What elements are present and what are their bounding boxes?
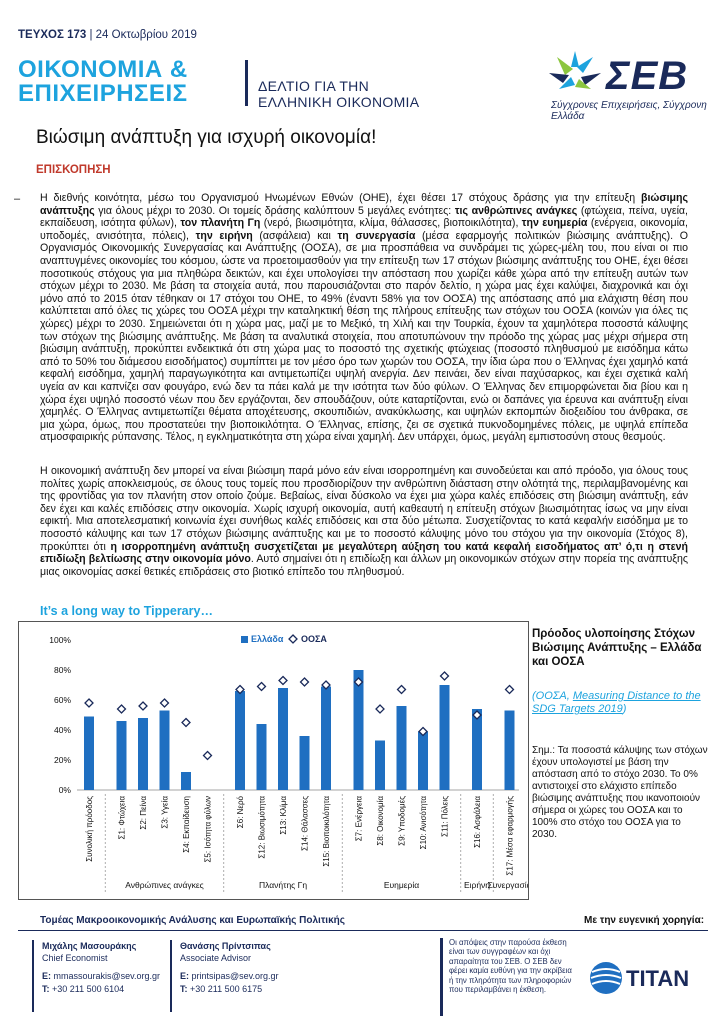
bar-greece bbox=[472, 709, 482, 790]
x-tick-label: Σ14: Θάλασσες bbox=[300, 796, 310, 851]
y-tick-label: 40% bbox=[53, 725, 71, 735]
footer-unit: Τομέας Μακροοικονομικής Ανάλυσης και Ευρωπαϊκής Πολιτικής bbox=[40, 915, 345, 926]
section-heading: ΕΠΙΣΚΟΠΗΣΗ bbox=[36, 164, 111, 176]
titan-globe-icon bbox=[590, 962, 622, 994]
marker-oecd bbox=[85, 699, 93, 707]
bar-greece bbox=[354, 670, 364, 790]
bar-greece bbox=[235, 691, 245, 790]
newsletter-subtitle bbox=[258, 78, 419, 110]
bar-greece bbox=[397, 706, 407, 790]
footer-divider bbox=[18, 930, 708, 931]
group-label: Συνεργασία bbox=[487, 880, 528, 890]
subtitle-line1: ΔΕΛΤΙΟ ΓΙΑ ΤΗΝ bbox=[258, 78, 369, 94]
marker-oecd bbox=[441, 672, 449, 680]
legend-label-greece: Ελλάδα bbox=[251, 634, 284, 644]
sponsor-heading: Με την ευγενική χορηγία: bbox=[584, 915, 705, 926]
contact-card bbox=[32, 940, 177, 1012]
bar-greece bbox=[321, 687, 331, 791]
paragraph-1: Η διεθνής κοινότητα, μέσω του Οργανισμού Ηνωμένων Εθνών (ΟΗΕ), έχει θέσει 17 στόχους δράσης για την επίτευξη βιώσιμης ανάπτυξης για όλους μέχρι το 2030. Οι τομείς δράσης καλύπτουν 5 μεγάλες ενότητες: τις ανθρώπινες ανάγκες (φτώχεια, πείνα, υγεία, εκπαίδευση, ισότητα φύλων), τον πλανήτη Γη (νερό, βιωσιμότητα, κλίμα, θάλασσες, βιοποικιλότητα), την ευημερία (ενέργεια, οικονομία, υποδομές, ανισότητα, πόλεις), την ειρήνη (ασφάλεια) και τη συνεργασία (μέσα εφαρμογής πολιτικών βιώσιμης ανάπτυξης). Ο Οργανισμός Οικονομικής Συνεργασίας και Ανάπτυξης (ΟΟΣΑ), σε μια προσπάθεια να συνδράμει τις χώρες-μέλη του, που είναι οι πιο αναπτυγμένες οικονομίες του κόσμου, ώστε να προετοιμασθούν για την επίτευξη των 17 στόχων βιώσιμης ανάπτυξης του ΟΗΕ, έχει θέσει ποσοτικούς στόχους για μια πληθώρα δεικτών, και έχει υπολογίσει την απόσταση που χωρίζει κάθε χώρα από την επίτευξη αυτών των στόχων μέχρι το 2030. Με βάση τα στοιχεία αυτά, που παρουσιάζονται στο παρόν δελτίο, η χώρα μας έχει καλύψει, διαχρονικά και όχι μόνο από το 2015 όταν τέθηκαν οι 17 στόχοι του ΟΗΕ, το 49% (έναντι 58% για τον ΟΟΣΑ) της απόστασης από μια ελάχιστη θέση που καλύπτεται από όλες τις χώρες του ΟΟΣΑ μέχρι την καταληκτική θέση της πλήρους επίτευξης των στόχων του ΟΟΣΑ (κοινών για όλες τις χώρες) μέχρι το 2030. Σημειώνεται ότι η χώρα μας, μαζί με το Μεξικό, τη Χιλή και την Τουρκία, έχουν τα χαμηλότερα ποσοστά κάλυψης των στόχων της βιώσιμης ανάπτυξης. Με βάση τα αναλυτικά στοιχεία, που αποτυπώνουν την πρόοδο της χώρας μας μέχρι σήμερα στη βιώσιμη ανάπτυξη, προκύπτει ενδεικτικά ότι στη χώρα μας το ποσοστό της σχετικής φτώχειας (ποσοστό πληθυσμού με εισόδημα κάτω από το 50% του διάμεσου εισοδήματος) συμπίπτει με τον μέσο όρο των χωρών του ΟΟΣΑ, την ίδια ώρα που ο Έλληνας έχει χαμηλό κατά κεφαλή εισόδημα, χαμηλή παραγωγικότητα και αντιμετωπίζει υψηλή ανεργία. Δεν πεινάει, δεν είναι παχύσαρκος, και έχει σχετικά καλή υγεία αν και καπνίζει σαν φουγάρο, ενώ δεν τα πάει καλά με την ισότητα των δύο φύλων. Ο Έλληνας δεν επιμορφώνεται δια βίου και η χώρα έχει υψηλό ποσοστό νέων που δεν εργάζονται, δεν σπουδάζουν, ούτε καταρτίζονται, ενώ οι δαπάνες για έρευνα και ανάπτυξη είναι χαμηλές. Ο Έλληνας αντιμετωπίζει θέματα αποχέτευσης, σκουπιδιών, ανακύκλωσης, και υψηλών εκπομπών διοξειδίου του άνθρακα, σε μια χώρα, όμως, που προστατεύει την βιοποικιλότητα. Ο Έλληνας, επίσης, ζει σε σχετικά πυκνοδομημένες πόλεις, με υψηλά επίπεδα ατμοσφαιρικής ρύπανσης. Τέλος, η εγκληματικότητα στη χώρα είναι χαμηλή. Δεν υπάρχει, όμως, μεγάλη εμπιστοσύνη στους θεσμούς. bbox=[40, 192, 689, 444]
bar-greece bbox=[257, 724, 267, 790]
org-name: ΣΕΒ bbox=[606, 54, 689, 98]
group-label: Ανθρώπινες ανάγκες bbox=[125, 880, 204, 890]
bar-greece bbox=[300, 736, 310, 790]
marker-oecd bbox=[204, 752, 212, 760]
x-tick-label: Σ13: Κλίμα bbox=[279, 796, 288, 835]
newsletter-title-line2: ΕΠΙΧΕΙΡΗΣΕΙΣ bbox=[18, 80, 188, 107]
contact-name: Θανάσης Πρίντσιπας bbox=[180, 941, 271, 951]
phone-label: T: bbox=[42, 983, 50, 994]
title-divider bbox=[245, 60, 248, 106]
legend-swatch-greece bbox=[241, 636, 248, 643]
x-tick-label: Σ3: Υγεία bbox=[160, 796, 170, 829]
x-tick-label: Συνολική πρόοδος bbox=[85, 796, 94, 862]
x-tick-label: Σ17: Μέσα εφαρμογής bbox=[505, 796, 515, 876]
bar-greece bbox=[375, 741, 385, 791]
issue-date: | 24 Οκτωβρίου 2019 bbox=[89, 29, 197, 41]
marker-oecd bbox=[182, 719, 190, 727]
x-tick-label: Σ6: Νερό bbox=[236, 796, 245, 829]
x-tick-label: Σ8: Οικονομία bbox=[376, 796, 385, 846]
org-slogan: Σύγχρονες Επιχειρήσεις, Σύγχρονη Ελλάδα bbox=[551, 100, 707, 122]
legend-marker-oecd bbox=[289, 635, 297, 643]
y-tick-label: 80% bbox=[53, 665, 71, 675]
group-label: Ευημερία bbox=[383, 880, 420, 890]
disclaimer: Οι απόψεις στην παρούσα έκθεση είναι των συγγραφέων και όχι απαραίτητα του ΣΕΒ. Ο ΣΕΒ δεν φέρει καμία ευθύνη για την ακρίβεια ή την πληρότητα των πληροφοριών που περιλαμβάνει η έκθεση. bbox=[440, 938, 574, 1016]
y-tick-label: 60% bbox=[53, 695, 71, 705]
bar-greece bbox=[418, 732, 428, 791]
contact-role: Associate Advisor bbox=[180, 953, 252, 964]
y-tick-label: 0% bbox=[58, 785, 71, 795]
marker-oecd bbox=[506, 686, 514, 694]
legend-label-oecd: ΟΟΣΑ bbox=[301, 634, 327, 644]
bar-greece bbox=[181, 772, 191, 790]
sev-logo-icon bbox=[545, 49, 605, 95]
marker-oecd bbox=[376, 705, 384, 713]
subtitle-line2: ΕΛΛΗΝΙΚΗ ΟΙΚΟΝΟΜΙΑ bbox=[258, 94, 420, 110]
page-title: Βιώσιμη ανάπτυξη για ισχυρή οικονομία! bbox=[36, 127, 377, 148]
group-label: Πλανήτης Γη bbox=[258, 880, 308, 890]
chart-note: Σημ.: Τα ποσοστά κάλυψης των στόχων έχουν υπολογιστεί με βάση την απόσταση από το στόχο 2030. Το 0% αντιστοιχεί στο ελάχιστο επίπεδο βιώσιμης ανάπτυξης που ικανοποιούν σήμερα οι χώρες του ΟΟΣΑ και το 100% στο στόχο του ΟΟΣΑ για το 2030. bbox=[532, 745, 708, 840]
contact-email[interactable]: printsipas@sev.org.gr bbox=[191, 971, 279, 982]
chart-caption-title: Πρόοδος υλοποίησης Στόχων Βιώσιμης Ανάπτυξης – Ελλάδα και ΟΟΣΑ bbox=[532, 628, 702, 668]
x-tick-label: Σ4: Εκπαίδευση bbox=[182, 796, 191, 853]
chart-container bbox=[18, 621, 529, 900]
contact-phone[interactable]: +30 211 500 6104 bbox=[52, 983, 125, 994]
bar-greece bbox=[505, 711, 515, 791]
x-tick-label: Σ5: Ισότητα φύλων bbox=[203, 796, 213, 863]
marker-oecd bbox=[139, 702, 147, 710]
bar-greece bbox=[117, 721, 127, 790]
marker-oecd bbox=[161, 699, 169, 707]
bullet-dash: – bbox=[14, 193, 21, 205]
x-tick-label: Σ7: Ενέργεια bbox=[354, 796, 364, 842]
source-suffix: ) bbox=[622, 703, 627, 715]
issue-label: ΤΕΥΧΟΣ 173 bbox=[18, 29, 87, 41]
x-tick-label: Σ2: Πείνα bbox=[139, 796, 148, 830]
bar-greece bbox=[278, 688, 288, 790]
marker-oecd bbox=[118, 705, 126, 713]
x-tick-label: Σ12: Βιωσιμότητα bbox=[257, 796, 267, 859]
marker-oecd bbox=[258, 683, 266, 691]
sponsor-name: TITAN bbox=[626, 966, 690, 991]
marker-oecd bbox=[279, 677, 287, 685]
sdg-progress-chart bbox=[19, 622, 528, 899]
issue-info bbox=[18, 29, 197, 41]
contact-phone[interactable]: +30 211 500 6175 bbox=[190, 983, 263, 994]
y-tick-label: 20% bbox=[53, 755, 71, 765]
x-tick-label: Σ15: Βιοποικιλότητα bbox=[322, 796, 331, 867]
x-tick-label: Σ16: Ασφάλεια bbox=[473, 796, 482, 848]
y-tick-label: 100% bbox=[49, 635, 71, 645]
source-prefix: (ΟΟΣΑ, bbox=[532, 690, 573, 702]
email-label: E: bbox=[42, 971, 51, 982]
bar-greece bbox=[84, 717, 94, 791]
bar-greece bbox=[138, 718, 148, 790]
paragraph-2: Η οικονομική ανάπτυξη δεν μπορεί να είναι βιώσιμη παρά μόνο εάν είναι ισορροπημένη και συνοδεύεται και από πρόοδο, για όλους τους πολίτες χωρίς αποκλεισμούς, σε όλους τους τομείς που προσδιορίζουν την ανθρώπινη διάσταση στην ολότητά της, περιλαμβανομένης και της φροντίδας για τον πλανήτη στον οποίο ζούμε. Βεβαίως, είναι δύσκολο να έχει μια χώρα καλές επιδόσεις στη βιώσιμη ανάπτυξη, εάν δεν έχει και καλές επιδόσεις στην οικονομία. Χωρίς ισχυρή οικονομία, αυτή καθεαυτή η επίτευξη στόχων βιωσιμότητας ίσως να μην είναι εφικτή. Μια αποτελεσματική κοινωνία έχει συνήθως καλές επιδόσεις και στα δύο μέτωπα. Συσχετίζοντας το κατά κεφαλήν εισόδημα με το ποσοστό κάλυψης και των 17 στόχων βιώσιμης ανάπτυξης και με το ποσοστό κάλυψης μόνο του στόχου για την οικονομία (Στόχος 8), προκύπτει ότι η ισορροπημένη ανάπτυξη συσχετίζεται με μεγαλύτερη αύξηση του κατά κεφαλή εισοδήματος απ’ ό,τι η στενή επιδίωξη βελτίωσης στην οικονομία μόνο. Αυτό σημαίνει ότι η επιδίωξη και άλλων μη οικονομικών στόχων στην πορεία της ανάπτυξης μιας οικονομίας ασκεί θετικές επιδράσεις στο βιοτικό επίπεδο του πληθυσμού. bbox=[40, 465, 688, 578]
x-tick-label: Σ9: Υποδομές bbox=[397, 796, 407, 846]
x-tick-label: Σ10: Ανισότητα bbox=[419, 796, 428, 850]
newsletter-title bbox=[18, 58, 188, 106]
titan-logo bbox=[584, 950, 704, 1006]
email-label: E: bbox=[180, 971, 189, 982]
x-tick-label: Σ1: Φτώχεια bbox=[117, 796, 127, 840]
group-label: Ειρήνη bbox=[463, 880, 491, 890]
phone-label: T: bbox=[180, 983, 188, 994]
contact-role: Chief Economist bbox=[42, 953, 108, 964]
newsletter-title-line1: ΟΙΚΟΝΟΜΙΑ & bbox=[18, 56, 188, 83]
marker-oecd bbox=[301, 678, 309, 686]
bar-greece bbox=[160, 711, 170, 791]
contact-card bbox=[170, 940, 310, 1012]
chart-heading: It’s a long way to Tipperary… bbox=[40, 604, 213, 618]
contact-email[interactable]: mmassourakis@sev.org.gr bbox=[53, 971, 161, 982]
source-link[interactable]: Measuring Distance to the SDG Targets 2019 bbox=[532, 690, 701, 715]
chart-source bbox=[532, 690, 708, 716]
marker-oecd bbox=[398, 686, 406, 694]
x-tick-label: Σ11: Πόλεις bbox=[440, 796, 450, 837]
contact-name: Μιχάλης Μασουράκης bbox=[42, 941, 137, 951]
bar-greece bbox=[440, 685, 450, 790]
